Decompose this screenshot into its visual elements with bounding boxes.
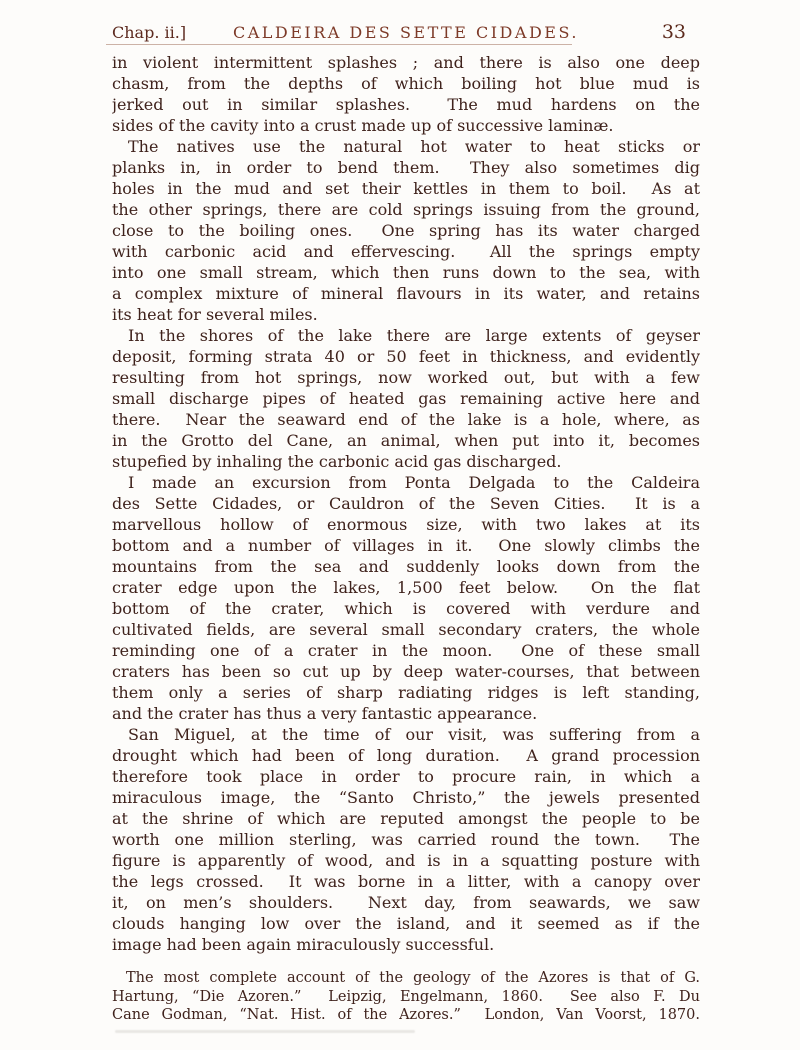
text-line: in the Grotto del Cane, an animal, when put into it, becomes xyxy=(112,431,700,450)
text-line: The most complete account of the geology of the Azores is that of G. xyxy=(126,970,700,986)
paragraph xyxy=(112,724,700,955)
paragraph xyxy=(112,472,700,724)
page-body xyxy=(112,52,700,955)
paragraph xyxy=(112,136,700,325)
text-line: I made an excursion from Ponta Delgada to the Caldeira xyxy=(128,473,700,492)
text-line: drought which had been of long duration. A grand procession xyxy=(112,746,700,765)
text-line: small discharge pipes of heated gas remaining active here and xyxy=(112,389,700,408)
text-line: clouds hanging low over the island, and it seemed as if the xyxy=(112,914,700,933)
text-line: image had been again miraculously successful. xyxy=(112,935,495,954)
paragraph xyxy=(112,52,700,136)
text-line: figure is apparently of wood, and is in a squatting posture with xyxy=(112,851,700,870)
text-line: bottom and a number of villages in it. One slowly climbs the xyxy=(112,536,700,555)
text-line: the legs crossed. It was borne in a litter, with a canopy over xyxy=(112,872,700,891)
text-line: its heat for several miles. xyxy=(112,305,318,324)
text-line: in violent intermittent splashes ; and there is also one deep xyxy=(112,53,700,72)
page-number: 33 xyxy=(661,21,686,43)
text-line: jerked out in similar splashes. The mud hardens on the xyxy=(112,95,700,114)
text-line: Hartung, “Die Azoren.” Leipzig, Engelmann, 1860. See also F. Du xyxy=(112,988,700,1005)
text-line: miraculous image, the “Santo Christo,” the jewels presented xyxy=(112,788,700,807)
running-title: CALDEIRA DES SETTE CIDADES. xyxy=(232,23,579,42)
scan-artifact xyxy=(115,1030,415,1033)
text-line: stupefied by inhaling the carbonic acid gas discharged. xyxy=(112,452,562,471)
text-line: The natives use the natural hot water to heat sticks or xyxy=(128,137,700,156)
text-line: chasm, from the depths of which boiling hot blue mud is xyxy=(112,74,700,93)
text-line: bottom of the crater, which is covered with verdure and xyxy=(112,599,700,618)
text-line: resulting from hot springs, now worked out, but with a few xyxy=(112,368,700,387)
text-line: In the shores of the lake there are large extents of geyser xyxy=(128,326,700,345)
text-line: a complex mixture of mineral flavours in its water, and retains xyxy=(112,284,700,303)
running-head xyxy=(112,21,700,43)
header-rule xyxy=(106,44,572,45)
text-line: crater edge upon the lakes, 1,500 feet below. On the flat xyxy=(112,578,700,597)
text-line: marvellous hollow of enormous size, with two lakes at its xyxy=(112,515,700,534)
text-line: into one small stream, which then runs down to the sea, with xyxy=(112,263,700,282)
text-line: them only a series of sharp radiating ridges is left standing, xyxy=(112,683,700,702)
text-line: des Sette Cidades, or Cauldron of the Seven Cities. It is a xyxy=(112,494,700,513)
text-line: Cane Godman, “Nat. Hist. of the Azores.” London, Van Voorst, 1870. xyxy=(112,1007,700,1023)
text-line: holes in the mud and set their kettles in them to boil. As at xyxy=(112,179,700,198)
footnote xyxy=(112,969,700,1025)
text-line: mountains from the sea and suddenly looks down from the xyxy=(112,557,700,576)
text-line: and the crater has thus a very fantastic appearance. xyxy=(112,704,538,723)
text-line: there. Near the seaward end of the lake is a hole, where, as xyxy=(112,410,700,429)
text-line: worth one million sterling, was carried round the town. The xyxy=(112,830,700,849)
text-line: the other springs, there are cold springs issuing from the ground, xyxy=(112,200,700,219)
text-line: close to the boiling ones. One spring has its water charged xyxy=(112,221,700,240)
text-line: San Miguel, at the time of our visit, was suffering from a xyxy=(128,725,700,744)
chapter-label: Chap. ii.] xyxy=(112,23,187,42)
text-line: at the shrine of which are reputed amongst the people to be xyxy=(112,809,700,828)
text-line: with carbonic acid and effervescing. All the springs empty xyxy=(112,242,700,261)
text-line: therefore took place in order to procure rain, in which a xyxy=(112,767,700,786)
text-line: planks in, in order to bend them. They also sometimes dig xyxy=(112,158,700,177)
text-line: sides of the cavity into a crust made up of successive laminæ. xyxy=(112,116,614,135)
text-line: reminding one of a crater in the moon. One of these small xyxy=(112,641,700,660)
text-line: craters has been so cut up by deep water-courses, that between xyxy=(112,662,700,681)
text-line: it, on men’s shoulders. Next day, from seawards, we saw xyxy=(112,893,700,912)
text-line: cultivated fields, are several small secondary craters, the whole xyxy=(112,620,700,639)
text-line: deposit, forming strata 40 or 50 feet in thickness, and evidently xyxy=(112,347,700,366)
paragraph xyxy=(112,325,700,472)
